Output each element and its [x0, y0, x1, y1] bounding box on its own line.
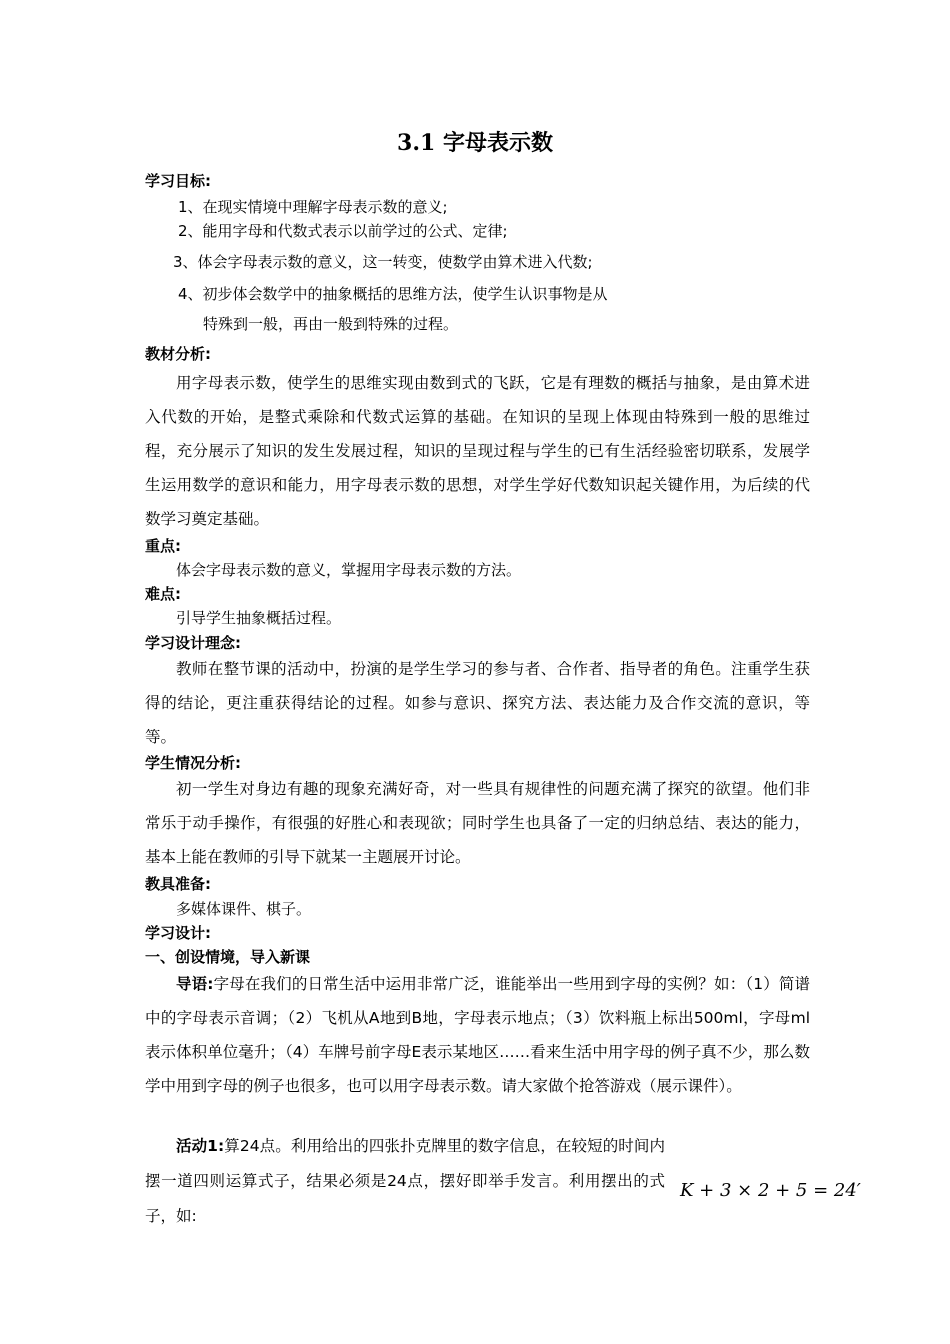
design-concept-heading: 学习设计理念:: [145, 634, 241, 652]
activity-label: 活动1:: [176, 1137, 225, 1155]
objective-item: 特殊到一般，再由一般到特殊的过程。: [203, 315, 459, 333]
key-point-heading: 重点:: [145, 537, 181, 555]
activity-text: 算24点。利用给出的四张扑克牌里的数字信息，在较短的时间内摆一道四则运算式子，结果必须是24点，摆好即举手发言。利用摆出的式子，如:: [145, 1137, 665, 1225]
section1-heading: 一、创设情境，导入新课: [145, 948, 311, 966]
materials-heading: 教具准备:: [145, 875, 211, 893]
objectives-heading: 学习目标:: [145, 172, 211, 190]
student-analysis-heading: 学生情况分析:: [145, 754, 241, 772]
difficulty-text: 引导学生抽象概括过程。: [176, 609, 342, 627]
intro-paragraph: [145, 967, 810, 1103]
intro-text: 字母在我们的日常生活中运用非常广泛，谁能举出一些用到字母的实例？如：（1）简谱中的字母表示音调；（2）飞机从A地到B地，字母表示地点；（3）饮料瓶上标出500ml，字母ml表示体积单位毫升；（4）车牌号前字母E表示某地区……看来生活中用字母的例子真不少，那么数学中用到字母的例子也很多，也可以用字母表示数。请大家做个抢答游戏（展示课件）。: [145, 975, 810, 1095]
objective-item: 1、在现实情境中理解字母表示数的意义;: [178, 198, 448, 216]
key-point-text: 体会字母表示数的意义，掌握用字母表示数的方法。: [176, 561, 522, 579]
analysis-text: 用字母表示数，使学生的思维实现由数到式的飞跃，它是有理数的概括与抽象，是由算术进入代数的开始，是整式乘除和代数式运算的基础。在知识的呈现上体现由特殊到一般的思维过程，充分展示了知识的发生发展过程，知识的呈现过程与学生的已有生活经验密切联系，发展学生运用数学的意识和能力，用字母表示数的思想，对学生学好代数知识起关键作用，为后续的代数学习奠定基础。: [145, 374, 810, 528]
page-title: 3.1 字母表示数: [397, 130, 553, 156]
objective-item: 3、体会字母表示数的意义，这一转变，使数学由算术进入代数;: [173, 253, 593, 271]
student-analysis-text: 初一学生对身边有趣的现象充满好奇，对一些具有规律性的问题充满了探究的欲望。他们非常乐于动手操作，有很强的好胜心和表现欲；同时学生也具备了一定的归纳总结、表达的能力，基本上能在教师的引导下就某一主题展开讨论。: [145, 780, 810, 866]
difficulty-heading: 难点:: [145, 585, 181, 603]
formula: K + 3 × 2 + 5 = 24′: [680, 1180, 861, 1201]
activity-paragraph: [145, 1129, 665, 1234]
materials-text: 多媒体课件、棋子。: [176, 900, 312, 918]
intro-label: 导语:: [176, 975, 214, 993]
design-concept-text: 教师在整节课的活动中，扮演的是学生学习的参与者、合作者、指导者的角色。注重学生获得的结论，更注重获得结论的过程。如参与意识、探究方法、表达能力及合作交流的意识，等等。: [145, 660, 810, 746]
analysis-heading: 教材分析:: [145, 345, 211, 363]
objective-item: 2、能用字母和代数式表示以前学过的公式、定律;: [178, 222, 508, 240]
design-heading: 学习设计:: [145, 924, 211, 942]
objective-item: 4、初步体会数学中的抽象概括的思维方法，使学生认识事物是从: [178, 285, 608, 303]
